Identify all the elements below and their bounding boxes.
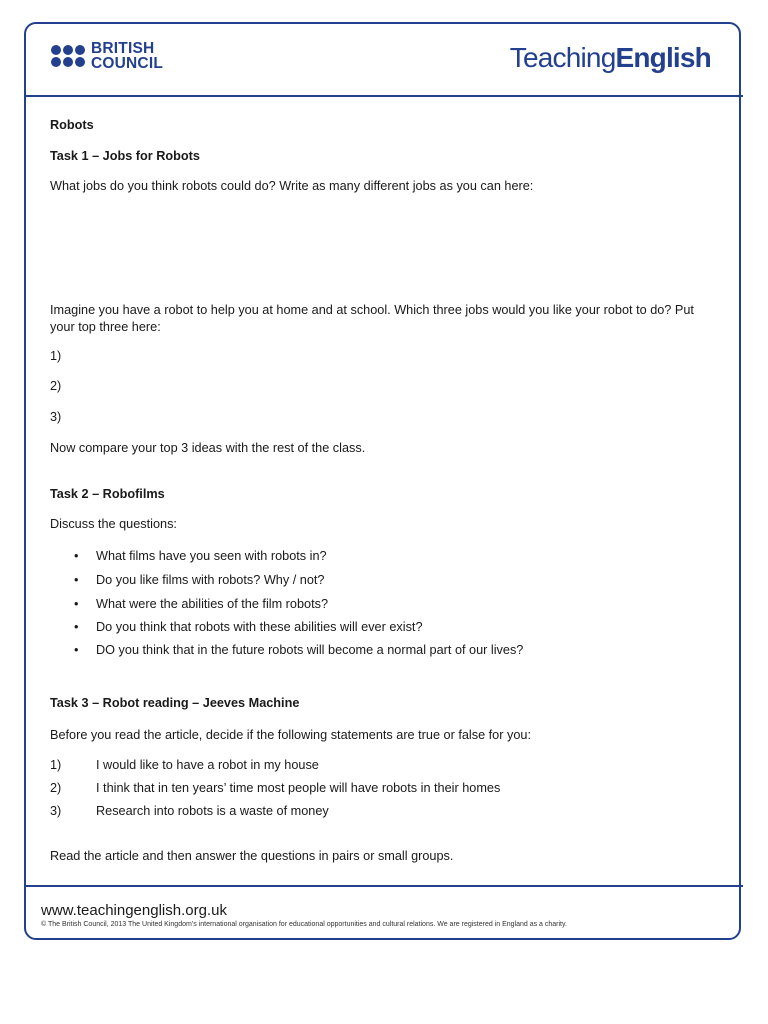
footer-divider — [24, 885, 743, 887]
list-item: What were the abilities of the film robots? — [96, 597, 329, 611]
list-item: Do you think that robots with these abilities will ever exist? — [96, 620, 423, 634]
statement-number: 2) — [50, 781, 62, 795]
task1-item-2: 2) — [50, 379, 62, 393]
bullet-icon: • — [74, 549, 79, 563]
statement-text: Research into robots is a waste of money — [96, 804, 329, 818]
list-item: What films have you seen with robots in? — [96, 549, 327, 563]
task1-item-3: 3) — [50, 410, 62, 424]
teaching-english-logo — [510, 42, 711, 74]
british-council-dots-icon — [51, 45, 85, 67]
task3-heading: Task 3 – Robot reading – Jeeves Machine — [50, 696, 300, 710]
footer-website-link[interactable]: www.teachingenglish.org.uk — [41, 902, 227, 919]
bullet-icon: • — [74, 620, 79, 634]
list-item: Do you like films with robots? Why / not? — [96, 573, 325, 587]
statement-number: 3) — [50, 804, 62, 818]
task1-compare: Now compare your top 3 ideas with the rest of the class. — [50, 441, 366, 455]
footer-copyright: © The British Council, 2013 The United Kingdom’s international organisation for educational opportunities and cultural relations. We are registered in England as a charity. — [41, 921, 567, 928]
brand-line-2: COUNCIL — [91, 55, 164, 72]
bullet-icon: • — [74, 573, 79, 587]
bullet-icon: • — [74, 643, 79, 657]
statement-number: 1) — [50, 758, 62, 772]
statement-text: I would like to have a robot in my house — [96, 758, 319, 772]
task2-heading: Task 2 – Robofilms — [50, 487, 165, 501]
logo-part-2: English — [615, 42, 711, 73]
task1-imagine: Imagine you have a robot to help you at home and at school. Which three jobs would you like your robot to do? Put your top three here: — [50, 303, 694, 334]
list-item: DO you think that in the future robots will become a normal part of our lives? — [96, 643, 524, 657]
task1-prompt: What jobs do you think robots could do? Write as many different jobs as you can here: — [50, 179, 534, 193]
brand-line-1: BRITISH — [91, 40, 155, 57]
bullet-icon: • — [74, 597, 79, 611]
british-council-logo — [51, 41, 163, 71]
task3-closing: Read the article and then answer the questions in pairs or small groups. — [50, 849, 454, 863]
statement-text: I think that in ten years’ time most people will have robots in their homes — [96, 781, 501, 795]
task3-intro: Before you read the article, decide if the following statements are true or false for you: — [50, 728, 531, 742]
doc-title: Robots — [50, 118, 94, 132]
task2-intro: Discuss the questions: — [50, 517, 177, 531]
task1-item-1: 1) — [50, 349, 62, 363]
logo-part-1: Teaching — [509, 42, 616, 73]
task1-heading: Task 1 – Jobs for Robots — [50, 149, 200, 163]
header-divider — [24, 95, 743, 97]
